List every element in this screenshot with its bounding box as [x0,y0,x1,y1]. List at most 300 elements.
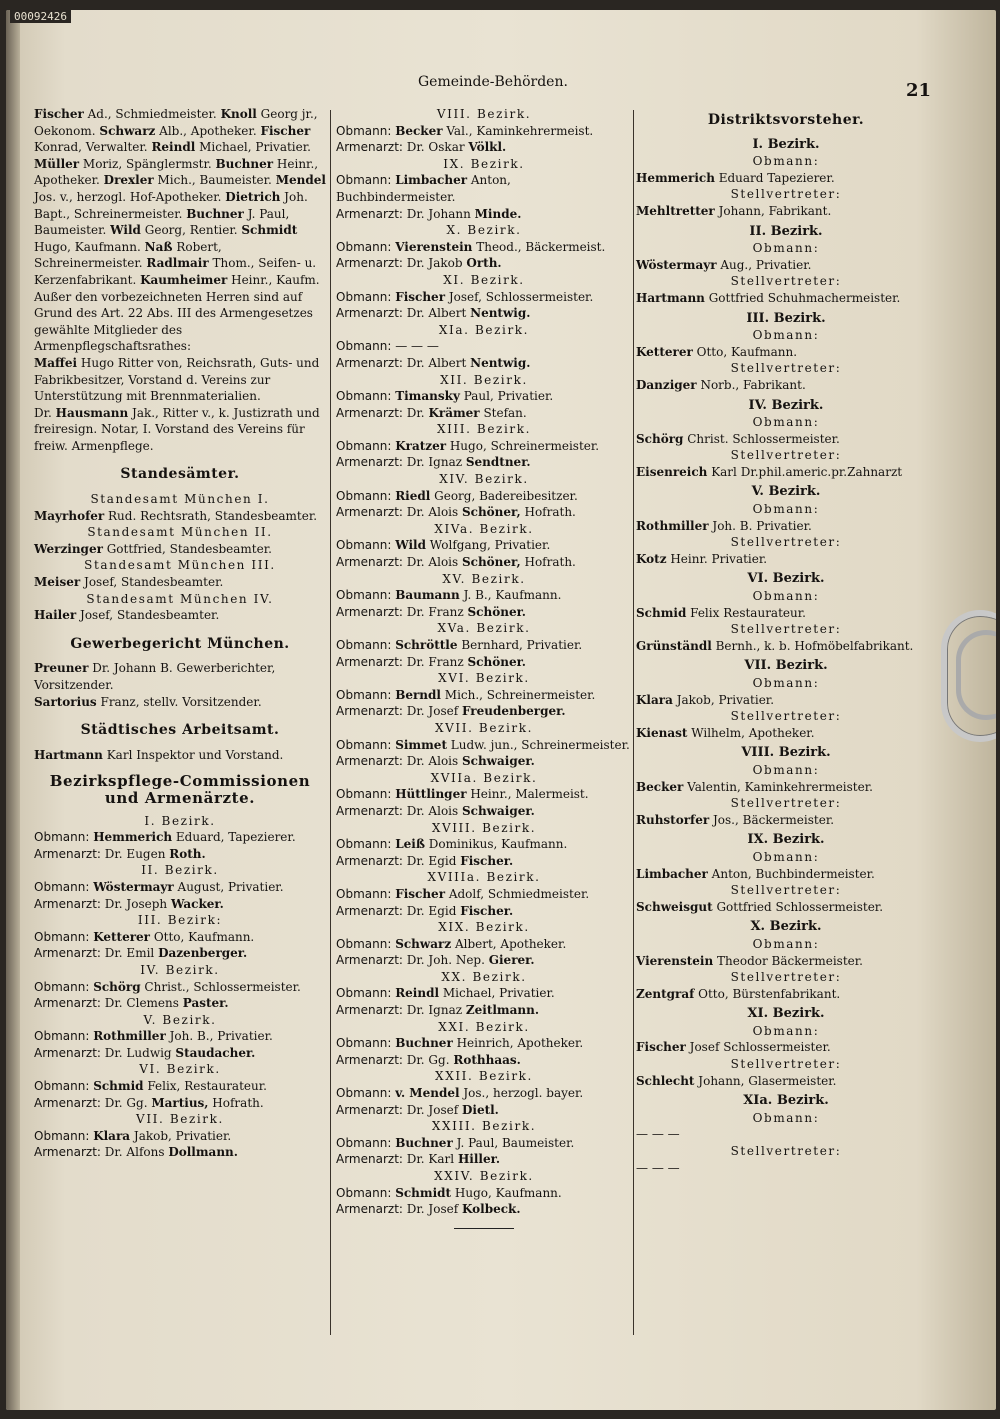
district-title: III. Bezirk: [137,913,223,928]
member-entry [34,405,326,455]
person-name: Kratzer [395,438,447,453]
obmann-entry [636,779,936,796]
person-detail: Hofrath. [520,505,576,520]
person-name: Schwaiger. [461,754,535,769]
obmann-entry [636,170,936,187]
armenarzt-label: Armenarzt: [336,455,407,470]
person-detail: Johann, Glasermeister. [694,1073,837,1088]
district-title: XVIIIa. Bezirk. [427,870,541,885]
obmann-entry [336,985,632,1002]
person-name: Simmet [395,737,447,752]
armenarzt-label: Armenarzt: [336,306,407,321]
person-name: Danziger [636,377,697,392]
armenarzt-label: Armenarzt: [34,946,105,961]
district-title: I. Bezirk. [752,136,820,152]
obmann-entry [636,344,936,361]
person-detail: Valentin, Kaminkehrermeister. [683,779,873,794]
district-title: I. Bezirk. [144,813,216,828]
person-detail: Otto, Kaufmann. [150,929,255,944]
obmann-entry [336,1185,632,1202]
armenarzt-entry [336,654,632,671]
armenarzt-label: Armenarzt: [336,1003,407,1018]
person-detail: Gottfried Schlossermeister. [712,899,884,914]
armenarzt-entry [336,853,632,870]
obmann-entry [336,836,632,853]
person-prefix: Dr. Joseph [104,896,171,911]
gewerbegericht-list [34,660,326,710]
person-prefix: Dr. Joh. Nep. [406,953,489,968]
person-prefix: Dr. Josef [406,704,462,719]
person-detail: Bernhard, Privatier. [457,638,583,652]
person-name: Becker [636,779,684,794]
person-name: Radlmair [146,256,209,271]
person-prefix: Dr. Franz [406,604,468,619]
paper-clip-inner [956,630,996,720]
obmann-entry [636,953,936,970]
person-detail: Robert, Schreinermeister. [34,239,222,271]
person-detail: Bernh., k. b. Hofmöbelfabrikant. [711,638,914,653]
obmann-role: Obmann: [752,936,820,951]
armenarzt-entry [336,952,632,969]
obmann-label: Obmann: [34,979,94,994]
person-name: Wild [110,223,141,238]
person-detail: Hugo, Kaufmann. [451,1185,562,1200]
person-detail: Ad., Schmiedmeister. [83,107,221,121]
obmann-label: Obmann: [336,289,396,304]
official-entry [34,541,326,558]
person-name: Schmid [93,1079,144,1094]
obmann-label: Obmann: [336,488,396,503]
obmann-label: Obmann: [336,787,396,802]
person-detail: Wolfgang, Privatier. [425,538,551,553]
person-name: Mehltretter [636,203,715,218]
column-right [636,106,936,1176]
district-title: VIII. Bezirk. [741,745,831,761]
district-title: XI. Bezirk. [747,1006,825,1022]
obmann-entry [336,289,632,306]
district-title: XIX. Bezirk. [438,920,530,935]
person-name: Völkl. [468,140,507,155]
stellvertreter-role: Stellvertreter: [730,535,842,550]
armenarzt-entry [336,139,632,156]
person-name: Leiß [395,837,425,852]
archive-stamp: 00092426 [10,10,71,23]
person-name: Dietrich [225,189,281,204]
person-prefix: Dr. Jakob [406,256,467,271]
armenarzt-entry [336,903,632,920]
district-title: XII. Bezirk. [440,372,528,387]
person-detail: Josef Schlossermeister. [685,1040,831,1055]
person-prefix: Dr. Alfons [104,1145,169,1160]
person-detail: Felix, Restaurateur. [143,1079,267,1094]
stellvertreter-role: Stellvertreter: [730,970,842,985]
obmann-entry [336,886,632,903]
armenarzt-label: Armenarzt: [336,140,407,155]
person-detail: Thom., Seifen- u. Kerzenfabrikant. [34,256,317,287]
person-detail: Josef, Schlossermeister. [445,289,594,304]
district-title: XVa. Bezirk. [437,621,531,636]
stellvertreter-role: Stellvertreter: [730,361,842,376]
person-name: Staudacher. [175,1045,256,1060]
column-rule-right [633,110,634,1335]
person-prefix: Dr. Alois [406,555,462,570]
armenarzt-entry [336,305,632,322]
person-detail: Jak., Ritter v., k. Justizrath und freiresign. Notar, I. Vorstand des Vereins für freiw. Armenpflege. [34,405,320,453]
column-middle [336,106,632,1229]
obmann-role: Obmann: [752,1023,820,1038]
obmann-label: Obmann: [336,837,396,852]
district-title: XVIIa. Bezirk. [430,770,538,785]
person-detail: Karl Dr.phil.americ.pr.Zahnarzt [707,464,903,479]
obmann-label: Obmann: [34,1029,94,1044]
obmann-entry [336,786,632,803]
person-name: Schöner. [467,604,526,619]
person-name: Fischer [636,1040,686,1055]
person-detail: Joh. Bapt., Schreinermeister. [34,189,308,221]
person-detail: — — — [395,339,439,354]
person-name: Drexler [103,173,154,188]
person-name: Fischer. [460,903,514,918]
person-detail: Heinr., Kaufm. [227,272,320,287]
person-name: Gierer. [488,953,535,968]
stellvertreter-role: Stellvertreter: [730,448,842,463]
person-prefix: Dr. Emil [104,946,159,961]
person-prefix: Dr. [34,405,56,420]
obmann-entry [336,936,632,953]
stellvertreter-entry [636,638,936,655]
district-title: XV. Bezirk. [442,571,526,586]
armenarzt-label: Armenarzt: [336,754,407,769]
obmann-label: Obmann: [336,886,396,901]
armenarzt-label: Armenarzt: [34,1095,105,1110]
person-detail: Josef, Standesbeamter. [80,575,224,590]
person-detail: Gottfried Schuhmachermeister. [704,290,901,305]
person-name: Wöstermayr [636,257,717,272]
person-prefix: Dr. [406,405,429,420]
district-list-left [34,813,326,1161]
person-detail: Rud. Rechtsrath, Standesbeamter. [104,508,318,523]
obmann-label: Obmann: [34,1128,94,1143]
person-detail: Eduard Tapezierer. [714,170,835,185]
person-detail: Dr. Johann B. Gewerberichter, Vorsitzender. [34,661,276,692]
obmann-label: Obmann: [336,1086,396,1101]
district-title: III. Bezirk. [746,310,826,326]
person-name: Mayrhofer [34,508,105,523]
obmann-label: Obmann: [34,929,94,944]
column-rule-left [330,110,331,1335]
district-title: XVII. Bezirk. [434,720,534,735]
obmann-entry [636,431,936,448]
person-name: Hemmerich [93,830,173,845]
person-name: Werzinger [34,541,103,556]
district-title: VII. Bezirk. [136,1112,224,1127]
obmann-label: Obmann: [336,638,396,652]
person-name: Becker [395,123,443,138]
person-name: Kolbeck. [461,1202,521,1217]
section-title-standesaemter: Standesämter. [120,466,240,483]
obmann-entry [34,929,326,946]
district-title: XXII. Bezirk. [435,1069,533,1084]
person-detail: Christ. Schlossermeister. [683,431,840,446]
armenarzt-label: Armenarzt: [336,853,407,868]
person-name: Hüttlinger [395,787,467,802]
district-title: IX. Bezirk. [443,156,525,171]
district-title: XIVa. Bezirk. [434,521,534,536]
person-name: Limbacher [395,173,468,188]
obmann-entry [336,123,632,140]
person-detail: Norb., Fabrikant. [696,377,806,392]
person-name: Hiller. [457,1152,500,1167]
person-name: Baumann [395,588,460,603]
obmann-entry [336,587,632,604]
person-prefix: Dr. Karl [406,1152,458,1167]
armenarzt-label: Armenarzt: [336,903,407,918]
person-name: Schwarz [99,123,156,138]
person-detail: Mich., Schreinermeister. [440,687,596,702]
person-name: Nentwig. [470,355,531,370]
obmann-entry [636,692,936,709]
person-detail: Val., Kaminkehrermeist. [442,123,594,138]
obmann-entry [336,388,632,405]
armenarzt-entry [336,1052,632,1069]
person-name: Dietl. [461,1102,499,1117]
person-name: Wöstermayr [93,879,174,894]
obmann-label: Obmann: [336,538,396,553]
obmann-entry [636,518,936,535]
obmann-entry [336,239,632,256]
person-name: Freudenberger. [461,704,566,719]
person-detail: Mich., Baumeister. [153,173,276,188]
armenarzt-entry [336,454,632,471]
obmann-label: Obmann: [336,936,396,951]
stellvertreter-entry [636,551,936,568]
person-name: Berndl [395,687,441,702]
person-detail: Konrad, Verwalter. [34,140,152,155]
person-name: Schwarz [395,936,452,951]
person-name: Nentwig. [470,306,531,321]
district-title: XXIII. Bezirk. [431,1119,537,1134]
person-detail: Jos. v., herzogl. Hof-Apotheker. [34,189,226,204]
person-detail: Christ., Schlossermeister. [140,979,301,994]
person-detail: — — — [636,1127,680,1142]
person-name: Roth. [169,846,206,861]
person-detail: Michael, Privatier. [195,140,311,155]
obmann-entry [34,829,326,846]
district-title: V. Bezirk. [143,1012,217,1027]
district-title: II. Bezirk. [749,223,823,239]
person-name: Buchner [395,1135,453,1150]
person-detail: Moriz, Spänglermstr. [79,156,216,171]
person-name: Timansky [395,389,460,404]
person-name: Müller [34,156,80,171]
district-title: VIII. Bezirk. [436,107,532,121]
person-detail: Hugo, Schreinermeister. [446,438,600,453]
person-name: Schlecht [636,1073,695,1088]
person-prefix: Dr. Albert [406,306,471,321]
person-detail: Hofrath. [208,1095,264,1110]
person-detail: Otto, Kaufmann. [692,344,798,359]
obmann-role: Obmann: [752,762,820,777]
person-detail: Jos., Bäckermeister. [709,812,835,827]
obmann-label: Obmann: [336,339,396,354]
person-name: Sendtner. [465,455,531,470]
stellvertreter-entry [636,203,936,220]
stellvertreter-role: Stellvertreter: [730,622,842,637]
person-detail: Franz, stellv. Vorsitzender. [96,694,262,709]
armenarzt-entry [336,1151,632,1168]
armenarzt-label: Armenarzt: [336,256,407,271]
obmann-role: Obmann: [752,1110,820,1125]
obmann-role: Obmann: [752,241,820,256]
obmann-entry [636,605,936,622]
person-name: Schmidt [395,1185,452,1200]
person-name: Ketterer [636,344,693,359]
armenarzt-entry [336,206,632,223]
armenarzt-entry [34,846,326,863]
person-prefix: Dr. Gg. [406,1052,454,1067]
person-name: Ruhstorfer [636,812,710,827]
armenarzt-entry [34,1045,326,1062]
person-prefix: Dr. Ludwig [104,1045,176,1060]
armenarzt-label: Armenarzt: [336,1052,407,1067]
person-detail: Anton, Buchbindermeister. [707,866,875,881]
person-name: Schöner. [467,654,526,669]
armenpflege-note: Außer den vorbezeichneten Herren sind auf Grund des Art. 22 Abs. III des Armengesetzes gewählte Mitglieder des Armenpflegschaftsrathes: [34,289,313,354]
person-detail: Georg, Rentier. [140,223,242,238]
district-title: VI. Bezirk. [747,571,825,587]
obmann-label: Obmann: [336,438,396,453]
armenarzt-entry [336,355,632,372]
person-name: Fischer [395,289,446,304]
obmann-entry [636,257,936,274]
armenpflege-members [34,355,326,455]
person-name: Paster. [182,996,229,1011]
armenarzt-label: Armenarzt: [34,996,105,1011]
district-title: X. Bezirk. [750,919,822,935]
person-name: Vierenstein [636,953,714,968]
person-name: Hartmann [34,747,103,762]
person-name: v. Mendel [395,1086,460,1101]
person-prefix: Dr. Alois [406,505,462,520]
obmann-entry [336,1085,632,1102]
person-detail: Dominikus, Kaufmann. [424,837,568,852]
obmann-entry [336,1135,632,1152]
person-detail: Felix Restaurateur. [686,605,806,620]
district-title: VI. Bezirk. [139,1062,221,1077]
person-name: Hausmann [55,405,129,420]
district-title: VII. Bezirk. [744,658,828,674]
obmann-label: Obmann: [336,389,396,404]
obmann-entry [34,879,326,896]
person-name: Eisenreich [636,464,708,479]
district-title: XI. Bezirk. [443,272,525,287]
person-name: Fischer [395,886,446,901]
person-name: Kienast [636,725,688,740]
stellvertreter-entry [636,1073,936,1090]
person-prefix: Dr. Egid [406,853,461,868]
official-entry [34,508,326,525]
stellvertreter-entry [636,377,936,394]
obmann-label: Obmann: [336,687,396,702]
obmann-entry [34,1128,326,1145]
armenarzt-entry [336,405,632,422]
armenarzt-entry [336,255,632,272]
person-detail: Jakob, Privatier. [130,1128,232,1143]
official-entry [34,607,326,624]
obmann-entry [336,737,632,754]
stellvertreter-role: Stellvertreter: [730,1144,842,1159]
district-title: XIa. Bezirk. [743,1093,829,1109]
person-prefix: Dr. Clemens [104,996,183,1011]
person-name: Minde. [474,206,522,221]
person-name: Fischer [34,107,84,121]
stellvertreter-entry [636,812,936,829]
armenarzt-label: Armenarzt: [336,1152,407,1167]
person-name: Preuner [34,661,89,676]
person-prefix: Dr. Alois [406,754,462,769]
office-title: Standesamt München I. [90,492,270,507]
obmann-label: Obmann: [336,123,396,138]
obmann-label: Obmann: [34,830,94,845]
obmann-label: Obmann: [34,1079,94,1094]
person-prefix: Dr. Alois [406,803,462,818]
district-title: XIa. Bezirk. [438,322,530,337]
armenarzt-entry [336,703,632,720]
person-detail: J. Paul, Baumeister. [34,206,290,238]
person-name: Rothmiller [636,518,709,533]
district-title: II. Bezirk. [141,863,219,878]
stellvertreter-entry [636,899,936,916]
person-name: Kotz [636,551,667,566]
stellvertreter-role: Stellvertreter: [730,709,842,724]
person-name: Klara [93,1128,131,1143]
person-detail: Johann, Fabrikant. [714,203,832,218]
stellvertreter-entry [636,1160,936,1177]
armenarzt-entry [34,995,326,1012]
obmann-role: Obmann: [752,589,820,604]
district-title: V. Bezirk. [751,484,821,500]
column-left [34,106,326,1161]
person-name: Maffei [34,355,78,370]
armenarzt-label: Armenarzt: [336,803,407,818]
person-name: Buchner [186,206,244,221]
armenarzt-entry [336,1002,632,1019]
running-head: Gemeinde-Behörden. [418,74,568,90]
armenarzt-label: Armenarzt: [34,846,105,861]
armenarzt-label: Armenarzt: [336,405,407,420]
member-list [34,106,326,289]
person-name: Martius, [151,1095,209,1110]
armenarzt-label: Armenarzt: [34,1145,105,1160]
person-detail: Gottfried, Standesbeamter. [102,541,272,556]
person-detail: Heinr. Privatier. [666,551,768,566]
person-detail: Albert, Apotheker. [451,936,567,951]
obmann-entry [636,1039,936,1056]
obmann-entry [34,979,326,996]
person-name: Schöner, [461,555,521,570]
obmann-entry [336,488,632,505]
district-title: IV. Bezirk. [140,962,220,977]
person-name: Hemmerich [636,170,715,185]
person-name: Schmidt [241,223,298,238]
armenarzt-entry [336,604,632,621]
person-detail: Alb., Apotheker. [155,123,261,138]
obmann-label: Obmann: [336,239,396,254]
person-name: Dollmann. [168,1145,238,1160]
person-name: Naß [144,239,173,254]
person-detail: Hugo Ritter von, Reichsrath, Guts- und Fabrikbesitzer, Vorstand d. Vereins zur Unterstützung mit Brennmaterialien. [34,355,320,404]
armenarzt-label: Armenarzt: [336,654,407,669]
